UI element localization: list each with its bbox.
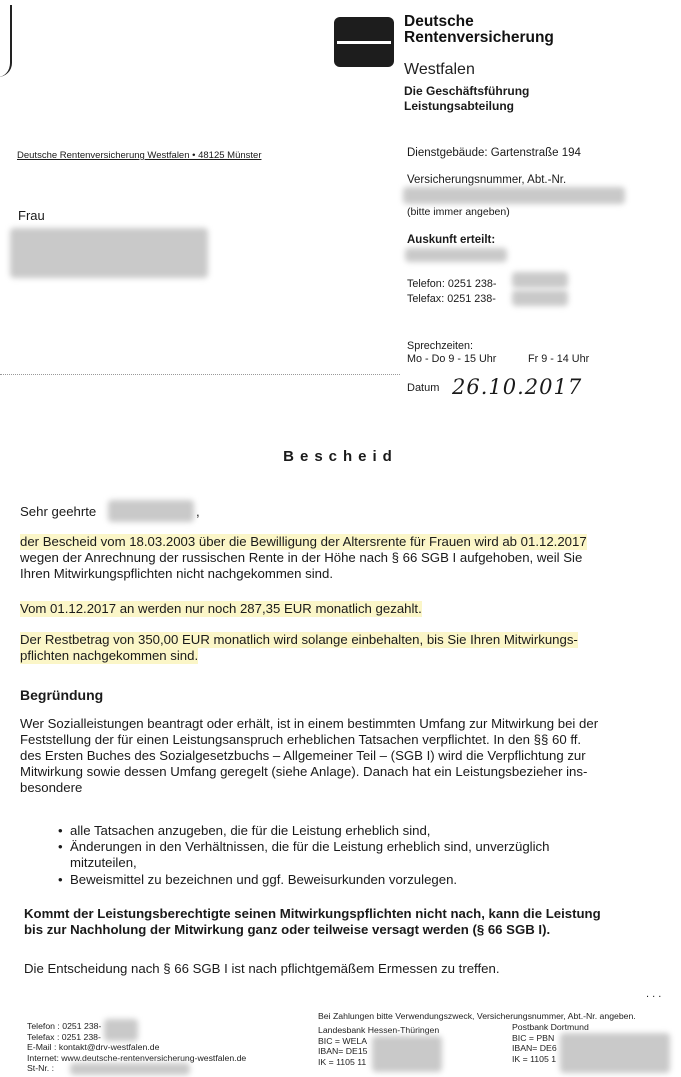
recipient-salutation: Frau xyxy=(18,208,45,223)
paragraph-3-line-2: pflichten nachgekommen sind. xyxy=(20,648,199,663)
redacted-fax-extension xyxy=(512,290,568,306)
bank-1-bic: BIC = WELA xyxy=(318,1035,368,1046)
redacted-tax-number xyxy=(70,1063,190,1075)
brand-line-2: Rentenversicherung xyxy=(404,29,554,46)
insurance-number-label: Versicherungsnummer, Abt.-Nr. xyxy=(407,174,567,186)
building-address: Dienstgebäude: Gartenstraße 194 xyxy=(407,147,581,159)
always-note: (bitte immer angeben) xyxy=(407,206,510,218)
footer-internet: Internet: www.deutsche-rentenversicherung-westfalen.de xyxy=(27,1052,247,1063)
footer-email: E-Mail : kontakt@drv-westfalen.de xyxy=(27,1042,160,1052)
department-line-1: Die Geschäftsführung xyxy=(404,84,530,98)
handwritten-date: 26.10.2017 xyxy=(452,375,583,399)
legal-consequence xyxy=(24,906,601,938)
reason-line-3: des Ersten Buches des Sozialgesetzbuchs – Allgemeiner Teil – (SGB I) wird die Verpflichtung zur xyxy=(20,748,586,763)
department-line-2: Leistungsabteilung xyxy=(404,99,515,113)
payment-note: Bei Zahlungen bitte Verwendungszweck, Versicherungsnummer, Abt.-Nr. angeben. xyxy=(318,1011,636,1021)
bullet-dot: • xyxy=(58,823,63,838)
bullet-dot: • xyxy=(58,839,63,854)
paragraph-1-line-2: wegen der Anrechnung der russischen Rente in der Höhe nach § 66 SGB I aufgehoben, weil Sie xyxy=(20,550,583,565)
divider-rule xyxy=(0,374,400,375)
paragraph-1-line-1: der Bescheid vom 18.03.2003 über die Bewilligung der Altersrente für Frauen wird ab 01.12.2017 xyxy=(20,534,587,549)
drv-logo xyxy=(334,17,394,67)
bank-1-name: Landesbank Hessen-Thüringen xyxy=(318,1025,440,1035)
paragraph-2: Vom 01.12.2017 an werden nur noch 287,35 EUR monatlich gezahlt. xyxy=(20,601,422,616)
bullet-text: Beweismittel zu bezeichnen und ggf. Beweisurkunden vorzulegen. xyxy=(70,872,458,887)
reason-line-2: Feststellung der für einen Leistungsanspruch erheblichen Tatsachen verpflichtet. In den §§ 60 ff. xyxy=(20,732,582,747)
brand-name xyxy=(404,14,554,46)
brand-region: Westfalen xyxy=(404,61,475,78)
greeting-comma: , xyxy=(196,504,200,519)
footer-fax: Telefax : 0251 238- xyxy=(27,1031,101,1042)
legal-consequence-line-1: Kommt der Leistungsberechtigte seinen Mitwirkungspflichten nicht nach, kann die Leistung xyxy=(24,906,601,921)
closing-statement: Die Entscheidung nach § 66 SGB I ist nach pflichtgemäßem Ermessen zu treffen. xyxy=(24,961,500,976)
info-phone: Telefon: 0251 238- xyxy=(407,278,497,290)
office-hours-label: Sprechzeiten: xyxy=(407,340,474,352)
bullet-item xyxy=(58,823,430,839)
redacted-insurance-number xyxy=(403,187,625,204)
reason-line-5: besondere xyxy=(20,780,83,795)
paragraph-1-line-3: Ihren Mitwirkungspflichten nicht nachgekommen sind. xyxy=(20,566,333,581)
redacted-phone-extension xyxy=(512,272,568,288)
reason-line-4: Mitwirkung sowie dessen Umfang geregelt (siehe Anlage). Danach hat ein Leistungsbezieher ins- xyxy=(20,764,588,779)
date-label: Datum xyxy=(407,382,440,394)
redacted-bank-2-details xyxy=(560,1033,670,1073)
reason-line-1: Wer Sozialleistungen beantragt oder erhält, ist in einem bestimmten Umfang zur Mitwirkung bei der xyxy=(20,716,599,731)
redacted-footer-phone xyxy=(104,1019,138,1041)
department xyxy=(404,84,529,114)
bank-2-name: Postbank Dortmund xyxy=(512,1022,589,1032)
bullet-item xyxy=(58,839,549,855)
paragraph-1 xyxy=(20,534,587,582)
office-hours-mo-do: Mo - Do 9 - 15 Uhr xyxy=(407,353,497,365)
margin-mark xyxy=(0,5,12,77)
bullet-text: Änderungen in den Verhältnissen, die für die Leistung erheblich sind, unverzüglich xyxy=(70,839,550,854)
info-fax: Telefax: 0251 238- xyxy=(407,293,496,305)
bullet-dot: • xyxy=(58,872,63,887)
bank-2-ik: IK = 1105 1 xyxy=(512,1053,557,1064)
paragraph-3-line-1: Der Restbetrag von 350,00 EUR monatlich wird solange einbehalten, bis Sie Ihren Mitwirkungs- xyxy=(20,632,578,647)
bank-1-ik: IK = 1105 11 xyxy=(318,1056,367,1067)
redacted-contact-person xyxy=(405,248,507,262)
document-title: Bescheid xyxy=(283,448,398,465)
contact-label: Auskunft erteilt: xyxy=(407,234,496,246)
bank-2-iban: IBAN= DE6 xyxy=(512,1043,557,1053)
sender-line: Deutsche Rentenversicherung Westfalen • 48125 Münster xyxy=(17,150,262,161)
bullet-continuation: mitzuteilen, xyxy=(70,855,137,870)
reason-paragraph xyxy=(20,716,598,796)
redacted-recipient-name xyxy=(108,500,194,522)
legal-consequence-line-2: bis zur Nachholung der Mitwirkung ganz oder teilweise versagt werden (§ 66 SGB I). xyxy=(24,922,551,937)
redacted-bank-1-details xyxy=(372,1036,442,1072)
office-hours-fr: Fr 9 - 14 Uhr xyxy=(528,353,590,365)
footer-tax-number: St-Nr. : xyxy=(27,1063,55,1073)
paragraph-3 xyxy=(20,632,578,664)
reason-heading: Begründung xyxy=(20,687,104,703)
bank-1-iban: IBAN= DE15 xyxy=(318,1046,368,1056)
redacted-recipient-address xyxy=(10,228,208,278)
bullet-item xyxy=(58,872,457,888)
footer-phone: Telefon : 0251 238- xyxy=(27,1021,102,1031)
greeting: Sehr geehrte xyxy=(20,504,97,519)
brand-line-1: Deutsche xyxy=(404,13,474,30)
continuation-marker: . . . xyxy=(646,988,662,1000)
bullet-text: alle Tatsachen anzugeben, die für die Leistung erheblich sind, xyxy=(70,823,431,838)
bank-2-bic: BIC = PBN xyxy=(512,1032,555,1043)
